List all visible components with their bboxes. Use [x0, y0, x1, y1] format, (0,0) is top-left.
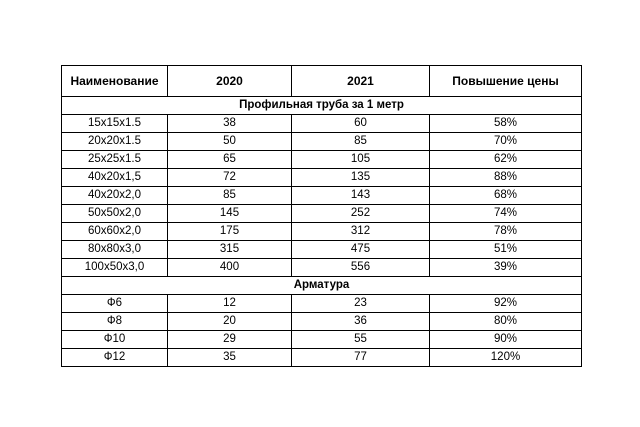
cell-name: 100x50x3,0 — [62, 259, 168, 277]
cell-name: Ф10 — [62, 331, 168, 349]
cell-2021: 23 — [292, 295, 430, 313]
cell-2021: 143 — [292, 187, 430, 205]
header-2020: 2020 — [168, 66, 292, 97]
cell-2021: 105 — [292, 151, 430, 169]
cell-2020: 12 — [168, 295, 292, 313]
cell-2020: 50 — [168, 133, 292, 151]
cell-2021: 252 — [292, 205, 430, 223]
cell-2020: 29 — [168, 331, 292, 349]
cell-name: 15x15x1.5 — [62, 115, 168, 133]
cell-increase: 80% — [430, 313, 582, 331]
table-body — [62, 97, 582, 367]
header-row — [62, 66, 582, 97]
table-row — [62, 151, 582, 169]
price-table — [61, 65, 582, 367]
cell-name: 80x80x3,0 — [62, 241, 168, 259]
cell-2020: 175 — [168, 223, 292, 241]
table-row — [62, 133, 582, 151]
cell-2020: 72 — [168, 169, 292, 187]
table-row — [62, 331, 582, 349]
cell-name: Ф8 — [62, 313, 168, 331]
table-row — [62, 313, 582, 331]
table-row — [62, 223, 582, 241]
table-row — [62, 115, 582, 133]
cell-2021: 556 — [292, 259, 430, 277]
cell-2021: 135 — [292, 169, 430, 187]
cell-name: 40x20x1,5 — [62, 169, 168, 187]
section-header-row — [62, 97, 582, 115]
cell-increase: 58% — [430, 115, 582, 133]
table-row — [62, 295, 582, 313]
cell-2021: 36 — [292, 313, 430, 331]
cell-2020: 400 — [168, 259, 292, 277]
cell-2021: 475 — [292, 241, 430, 259]
cell-2021: 55 — [292, 331, 430, 349]
cell-increase: 68% — [430, 187, 582, 205]
cell-increase: 120% — [430, 349, 582, 367]
cell-increase: 74% — [430, 205, 582, 223]
cell-name: 40x20x2,0 — [62, 187, 168, 205]
cell-2021: 312 — [292, 223, 430, 241]
cell-2020: 65 — [168, 151, 292, 169]
table-row — [62, 205, 582, 223]
cell-name: 20x20x1.5 — [62, 133, 168, 151]
cell-2020: 20 — [168, 313, 292, 331]
cell-2021: 85 — [292, 133, 430, 151]
header-increase: Повышение цены — [430, 66, 582, 97]
cell-2020: 315 — [168, 241, 292, 259]
cell-increase: 51% — [430, 241, 582, 259]
cell-increase: 90% — [430, 331, 582, 349]
header-2021: 2021 — [292, 66, 430, 97]
table-row — [62, 169, 582, 187]
cell-2021: 77 — [292, 349, 430, 367]
cell-increase: 88% — [430, 169, 582, 187]
cell-name: 25x25x1.5 — [62, 151, 168, 169]
table-row — [62, 187, 582, 205]
section-header-row — [62, 277, 582, 295]
cell-increase: 62% — [430, 151, 582, 169]
cell-2021: 60 — [292, 115, 430, 133]
table-row — [62, 349, 582, 367]
cell-2020: 85 — [168, 187, 292, 205]
cell-increase: 92% — [430, 295, 582, 313]
header-name: Наименование — [62, 66, 168, 97]
cell-2020: 145 — [168, 205, 292, 223]
cell-name: Ф6 — [62, 295, 168, 313]
cell-increase: 78% — [430, 223, 582, 241]
cell-name: Ф12 — [62, 349, 168, 367]
table-row — [62, 241, 582, 259]
cell-2020: 38 — [168, 115, 292, 133]
cell-name: 50x50x2,0 — [62, 205, 168, 223]
cell-increase: 39% — [430, 259, 582, 277]
section-title: Арматура — [62, 277, 582, 295]
table-row — [62, 259, 582, 277]
cell-2020: 35 — [168, 349, 292, 367]
cell-increase: 70% — [430, 133, 582, 151]
cell-name: 60x60x2,0 — [62, 223, 168, 241]
section-title: Профильная труба за 1 метр — [62, 97, 582, 115]
